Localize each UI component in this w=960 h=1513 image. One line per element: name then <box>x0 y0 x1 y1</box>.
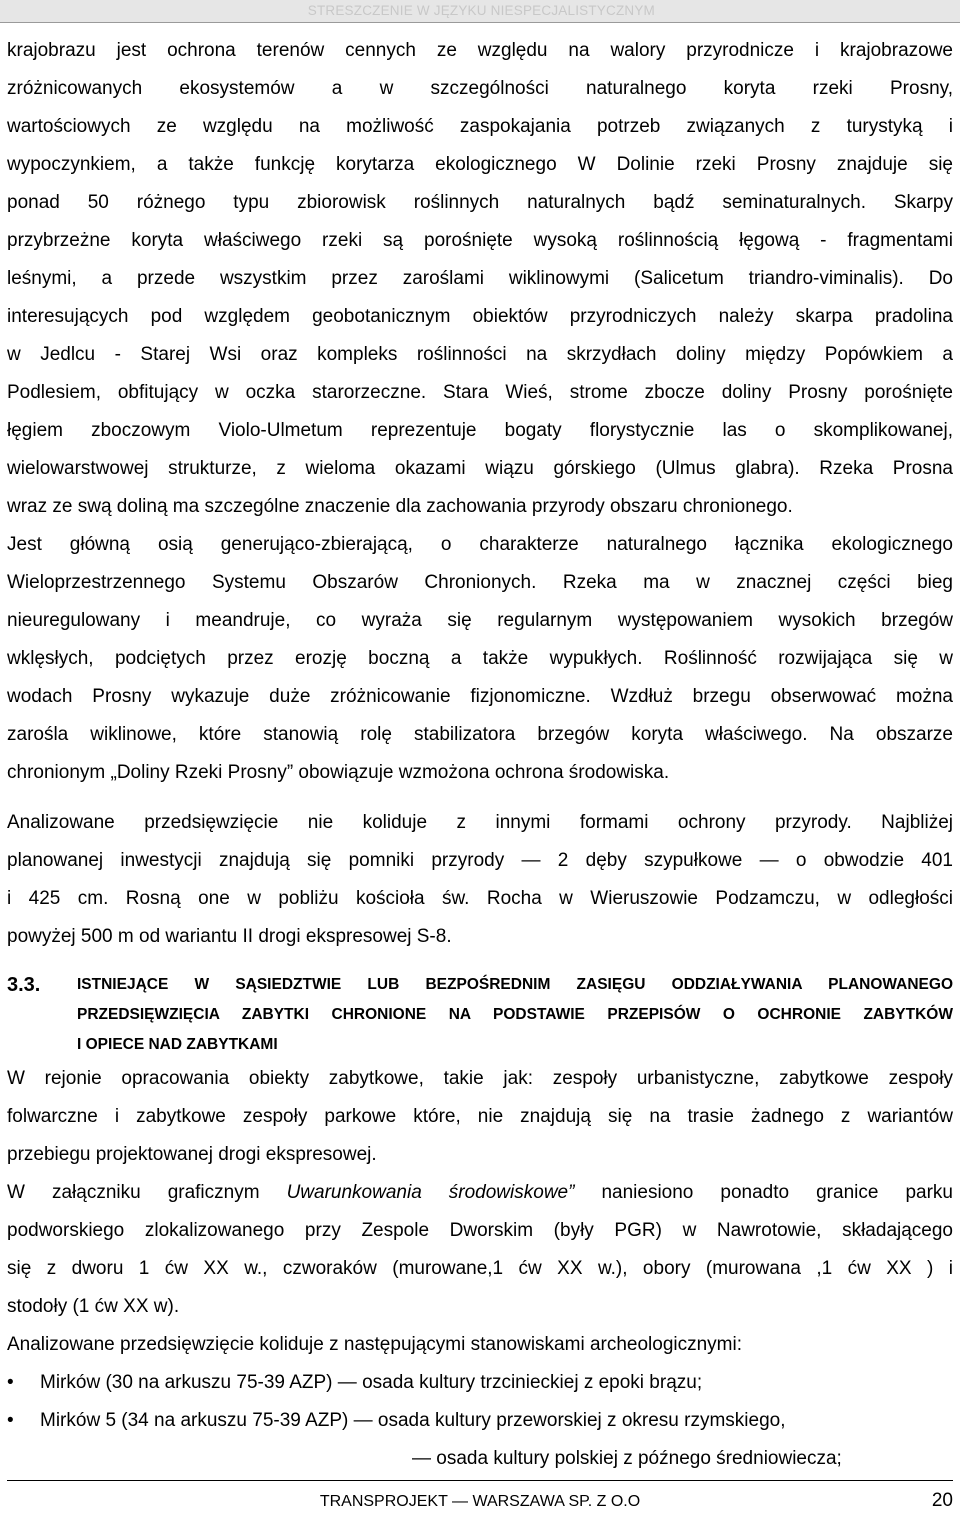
text-line: wartościowych ze względu na możliwość zaspokajania potrzeb związanych z turystyką i <box>7 116 953 137</box>
document-body <box>7 32 953 1478</box>
text-line: wklęsłych, podciętych przez erozję boczną a także wypukłych. Roślinność rozwijająca się w <box>7 648 953 669</box>
text-line: ponad 50 różnego typu zbiorowisk roślinnych naturalnych bądź seminaturalnych. Skarpy <box>7 192 953 213</box>
section-title-line: ISTNIEJĄCE W SĄSIEDZTWIE LUB BEZPOŚREDNIM ZASIĘGU ODDZIAŁYWANIA PLANOWANEGO <box>77 976 953 993</box>
paragraph-monuments <box>7 1060 953 1174</box>
list-item-text: Mirków 5 (34 na arkuszu 75-39 AZP) — osada kultury przeworskiej z okresu rzymskiego, <box>40 1410 786 1431</box>
text-line: W rejonie opracowania obiekty zabytkowe, takie jak: zespoły urbanistyczne, zabytkowe zespoły <box>7 1068 953 1089</box>
section-heading <box>7 970 953 1060</box>
page-header <box>0 0 960 23</box>
paragraph-landscape-protection <box>7 32 953 792</box>
paragraph-nature-monuments <box>7 792 953 956</box>
text-line: folwarczne i zabytkowe zespoły parkowe które, nie znajdują się na trasie żadnego z wariantów <box>7 1106 953 1127</box>
text-line: planowanej inwestycji znajdują się pomniki przyrody — 2 dęby szypułkowe — o obwodzie 401 <box>7 850 953 871</box>
text-line: wypoczynkiem, a także funkcję korytarza ekologicznego W Dolinie rzeki Prosny znajduje się <box>7 154 953 175</box>
section-title-line: I OPIECE NAD ZABYTKAMI <box>77 1036 278 1053</box>
text-line: leśnymi, a przede wszystkim przez zaroślami wiklinowymi (Salicetum triandro-viminalis). Do <box>7 268 953 289</box>
page-number: 20 <box>931 1490 953 1511</box>
list-item <box>7 1364 953 1402</box>
text-line: interesujących pod względem geobotanicznym obiektów przyrodniczych należy skarpa pradolina <box>7 306 953 327</box>
text-line: stodoły (1 ćw XX w). <box>7 1296 180 1317</box>
text-line: zarośla wiklinowe, które stanowią rolę stabilizatora brzegów koryta właściwego. Na obszarze <box>7 724 953 745</box>
paragraph-archaeology-intro: Analizowane przedsięwzięcie koliduje z następującymi stanowiskami archeologicznymi: <box>7 1334 743 1355</box>
text-line: Analizowane przedsięwzięcie nie koliduje z innymi formami ochrony przyrody. Najbliżej <box>7 812 953 833</box>
text-line: Wieloprzestrzennego Systemu Obszarów Chronionych. Rzeka ma w znacznej części bieg <box>7 572 953 593</box>
text-line: chronionym „Doliny Rzeki Prosny” obowiązuje wzmożona ochrona środowiska. <box>7 762 670 783</box>
text-line: łęgiem zboczowym Violo-Ulmetum reprezentuje bogaty florystycznie las o skomplikowanej, <box>7 420 953 441</box>
text-line: zróżnicowanych ekosystemów a w szczególności naturalnego koryta rzeki Prosny, <box>7 78 953 99</box>
paragraph-park <box>7 1174 953 1326</box>
footer-company: TRANSPROJEKT — WARSZAWA SP. Z O.O <box>319 1493 641 1510</box>
text-line: się z dworu 1 ćw XX w., czworaków (murowane,1 ćw XX w.), obory (murowana ,1 ćw XX ) i <box>7 1258 953 1279</box>
text-line: Podlesiem, obfitujący w oczka starorzeczne. Stara Wieś, strome zbocze doliny Prosny porośnięte <box>7 382 953 403</box>
list-item <box>7 1402 953 1440</box>
text-line: wodach Prosny wykazuje duże zróżnicowanie fizjonomiczne. Wzdłuż brzegu obserwować można <box>7 686 953 707</box>
header-title: STRESZCZENIE W JĘZYKU NIESPECJALISTYCZNYM <box>307 3 655 18</box>
archaeology-list <box>7 1364 953 1440</box>
text-line: nieuregulowany i meandruje, co wyraża się regularnym występowaniem wysokich brzegów <box>7 610 953 631</box>
text-line: przebiegu projektowanej drogi ekspresowej. <box>7 1144 377 1165</box>
text-line: wielowarstwowej strukturze, z wieloma okazami wiązu górskiego (Ulmus glabra). Rzeka Prosna <box>7 458 953 479</box>
text-line: i 425 cm. Rosną one w pobliżu kościoła św. Rocha w Wieruszowie Podzamczu, w odległości <box>7 888 953 909</box>
footer-rule <box>7 1480 953 1481</box>
text-line: powyżej 500 m od wariantu II drogi ekspresowej S-8. <box>7 926 452 947</box>
list-item-text: Mirków (30 na arkuszu 75-39 AZP) — osada kultury trzcinieckiej z epoki brązu; <box>40 1372 703 1393</box>
text-line: w Jedlcu - Starej Wsi oraz kompleks roślinności na skrzydłach doliny między Popówkiem a <box>7 344 953 365</box>
text-line: przybrzeżne koryta właściwego rzeki są porośnięte wysoką roślinnością łęgową - fragmentami <box>7 230 953 251</box>
section-title-line: PRZEDSIĘWZIĘCIA ZABYTKI CHRONIONE NA PODSTAWIE PRZEPISÓW O OCHRONIE ZABYTKÓW <box>77 1006 953 1023</box>
text-line: W załączniku graficznym Uwarunkowania środowiskowe” naniesiono ponadto granice parku <box>7 1182 953 1203</box>
text-line: krajobrazu jest ochrona terenów cennych ze względu na walory przyrodnicze i krajobrazowe <box>7 40 953 61</box>
section-number: 3.3. <box>7 974 41 996</box>
text-line: Jest główną osią generująco-zbierającą, o charakterze naturalnego łącznika ekologicznego <box>7 534 953 555</box>
section-title <box>77 970 953 1060</box>
text-line: wraz ze swą doliną ma szczególne znaczenie dla zachowania przyrody obszaru chronionego. <box>7 496 793 517</box>
bullet-icon: • <box>7 1410 14 1431</box>
text-line: podworskiego zlokalizowanego przy Zespole Dworskim (były PGR) w Nawrotowie, składającego <box>7 1220 953 1241</box>
bullet-icon: • <box>7 1372 14 1393</box>
list-continuation: — osada kultury polskiej z późnego średniowiecza; <box>412 1448 842 1469</box>
